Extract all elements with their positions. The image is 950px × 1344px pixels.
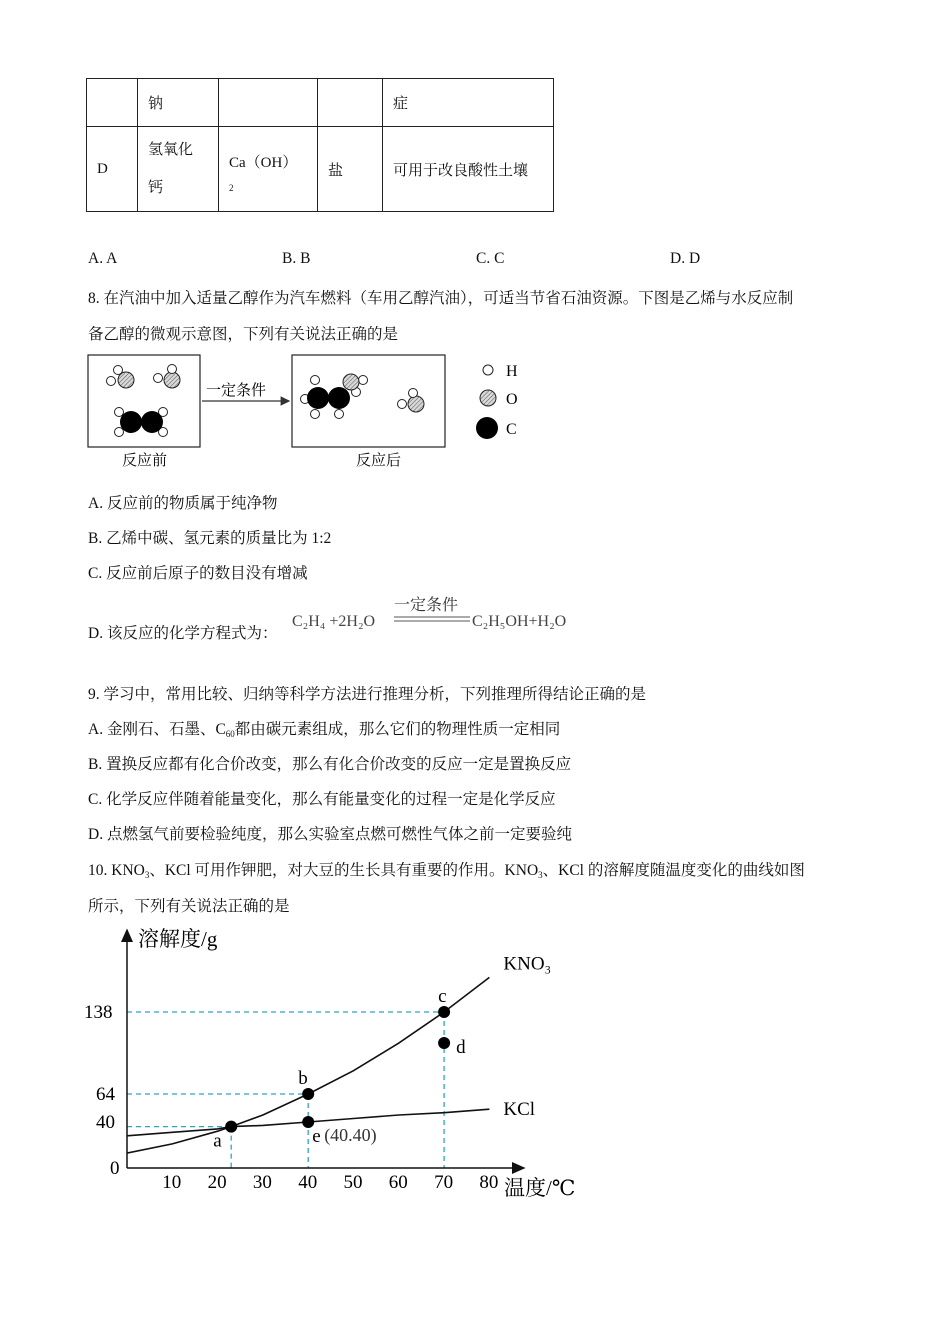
chemical-equation xyxy=(290,592,600,638)
q9-option-d[interactable]: D. 点燃氢气前要检验纯度，那么实验室点燃可燃性气体之前一定要验纯 xyxy=(88,826,572,843)
table-row xyxy=(87,79,554,127)
table-cell: D xyxy=(87,127,138,212)
x-tick-label: 20 xyxy=(207,1172,227,1193)
table-cell xyxy=(318,79,383,127)
formula-text: Ca（OH） xyxy=(229,155,298,171)
x-tick-label: 80 xyxy=(479,1172,499,1193)
q8-stem-line1: 8. 在汽油中加入适量乙醇作为汽车燃料（车用乙醇汽油），可适当节省石油资源。下图是乙烯与水反应制 xyxy=(88,290,794,307)
data-points xyxy=(213,986,466,1152)
equation-left: C₂H₄ +2H₂O xyxy=(292,613,376,630)
y-tick-label: 138 xyxy=(84,1002,113,1023)
point-label: e xyxy=(312,1126,321,1147)
q8-option-b[interactable]: B. 乙烯中碳、氢元素的质量比为 1:2 xyxy=(88,530,332,547)
ethanol-molecule xyxy=(301,374,368,419)
table-cell: 钠 xyxy=(138,79,219,127)
q8-stem-line2: 备乙醇的微观示意图，下列有关说法正确的是 xyxy=(88,326,399,343)
data-point xyxy=(225,1121,237,1133)
y-ticks xyxy=(84,1002,120,1179)
y-tick-label: 40 xyxy=(96,1112,115,1133)
series-label: KCl xyxy=(503,1099,536,1121)
series-label: KNO₃ xyxy=(503,953,552,975)
x-axis-label: 温度/℃ xyxy=(504,1176,576,1200)
stem-text: 、KCl 的溶解度随温度变化的曲线如图 xyxy=(542,862,805,879)
before-box xyxy=(88,355,200,447)
table-cell xyxy=(219,127,318,212)
q10-stem-line2: 所示，下列有关说法正确的是 xyxy=(88,898,290,915)
table-cell: 盐 xyxy=(318,127,383,212)
legend-c-icon xyxy=(476,417,498,439)
legend-o-label: O xyxy=(506,391,518,408)
table-row xyxy=(87,127,554,212)
curves xyxy=(127,953,551,1153)
x-tick-label: 60 xyxy=(388,1172,408,1193)
legend-h-icon xyxy=(483,365,493,375)
q9-option-a-text: 都由碳元素组成，那么它们的物理性质一定相同 xyxy=(234,721,561,738)
point-label: c xyxy=(438,986,447,1007)
legend-c-label: C xyxy=(506,421,517,438)
point-annotation: (40.40) xyxy=(324,1125,377,1145)
formula-subscript: 2 xyxy=(229,183,234,193)
q8-option-a[interactable]: A. 反应前的物质属于纯净物 xyxy=(88,495,278,512)
water-molecule xyxy=(154,365,181,389)
before-label: 反应前 xyxy=(122,453,168,469)
arrow-condition-label: 一定条件 xyxy=(206,383,267,399)
q9-option-b[interactable]: B. 置换反应都有化合价改变，那么有化合价改变的反应一定是置换反应 xyxy=(88,756,572,773)
substance-table xyxy=(86,78,554,212)
legend-h-label: H xyxy=(506,363,518,380)
x-ticks xyxy=(162,1172,498,1193)
q9-stem: 9. 学习中，常用比较、归纳等科学方法进行推理分析，下列推理所得结论正确的是 xyxy=(88,686,647,703)
option-a[interactable]: A. A xyxy=(88,250,118,267)
data-point xyxy=(302,1088,314,1100)
q8-option-d[interactable]: D. 该反应的化学方程式为： xyxy=(88,625,278,642)
y-axis-label: 溶解度/g xyxy=(138,927,218,951)
x-tick-label: 70 xyxy=(434,1172,454,1193)
x-tick-label: 10 xyxy=(162,1172,182,1193)
data-point xyxy=(438,1037,450,1049)
option-b[interactable]: B. B xyxy=(282,250,311,267)
legend-o-icon xyxy=(480,390,496,406)
legend xyxy=(476,363,518,439)
y-tick-label: 64 xyxy=(96,1084,115,1105)
option-c[interactable]: C. C xyxy=(476,250,505,267)
ethylene-molecule xyxy=(115,408,168,437)
table-cell xyxy=(138,127,219,212)
q9-option-a[interactable] xyxy=(88,717,560,739)
stem-text: 10. KNO xyxy=(88,862,145,879)
equation-right: C₂H₅OH+H₂O xyxy=(472,613,567,630)
q9-option-a-subscript: 60 xyxy=(225,729,235,739)
table-cell: 可用于改良酸性土壤 xyxy=(383,127,554,212)
q10-stem-line1 xyxy=(88,858,805,880)
point-label: b xyxy=(298,1068,308,1089)
q9-option-c[interactable]: C. 化学反应伴随着能量变化，那么有能量变化的过程一定是化学反应 xyxy=(88,791,556,808)
x-tick-label: 50 xyxy=(343,1172,363,1193)
x-tick-label: 40 xyxy=(298,1172,318,1193)
x-tick-label: 30 xyxy=(252,1172,272,1193)
water-molecule xyxy=(398,389,425,413)
solubility-chart xyxy=(80,920,600,1210)
stem-subscript: 3 xyxy=(144,870,150,880)
cell-line: 钙 xyxy=(148,180,164,196)
option-d[interactable]: D. D xyxy=(670,250,701,267)
after-label: 反应后 xyxy=(356,453,402,469)
water-molecule xyxy=(107,366,135,389)
q9-option-a-text: A. 金刚石、石墨、C xyxy=(88,721,226,738)
data-point xyxy=(438,1006,450,1018)
equation-condition: 一定条件 xyxy=(394,597,459,614)
point-label: d xyxy=(456,1037,466,1059)
point-label: a xyxy=(213,1130,222,1152)
guide-lines xyxy=(127,1012,444,1168)
table-cell xyxy=(87,79,138,127)
table-cell: 症 xyxy=(383,79,554,127)
q8-option-c[interactable]: C. 反应前后原子的数目没有增减 xyxy=(88,565,308,582)
table-cell xyxy=(219,79,318,127)
stem-text: 、KCl 可用作钾肥，对大豆的生长具有重要的作用。KNO xyxy=(149,862,539,879)
cell-line: 氢氧化 xyxy=(148,142,194,158)
y-tick-label: 0 xyxy=(110,1158,120,1179)
reaction-diagram xyxy=(86,352,546,474)
stem-subscript: 3 xyxy=(538,870,543,880)
